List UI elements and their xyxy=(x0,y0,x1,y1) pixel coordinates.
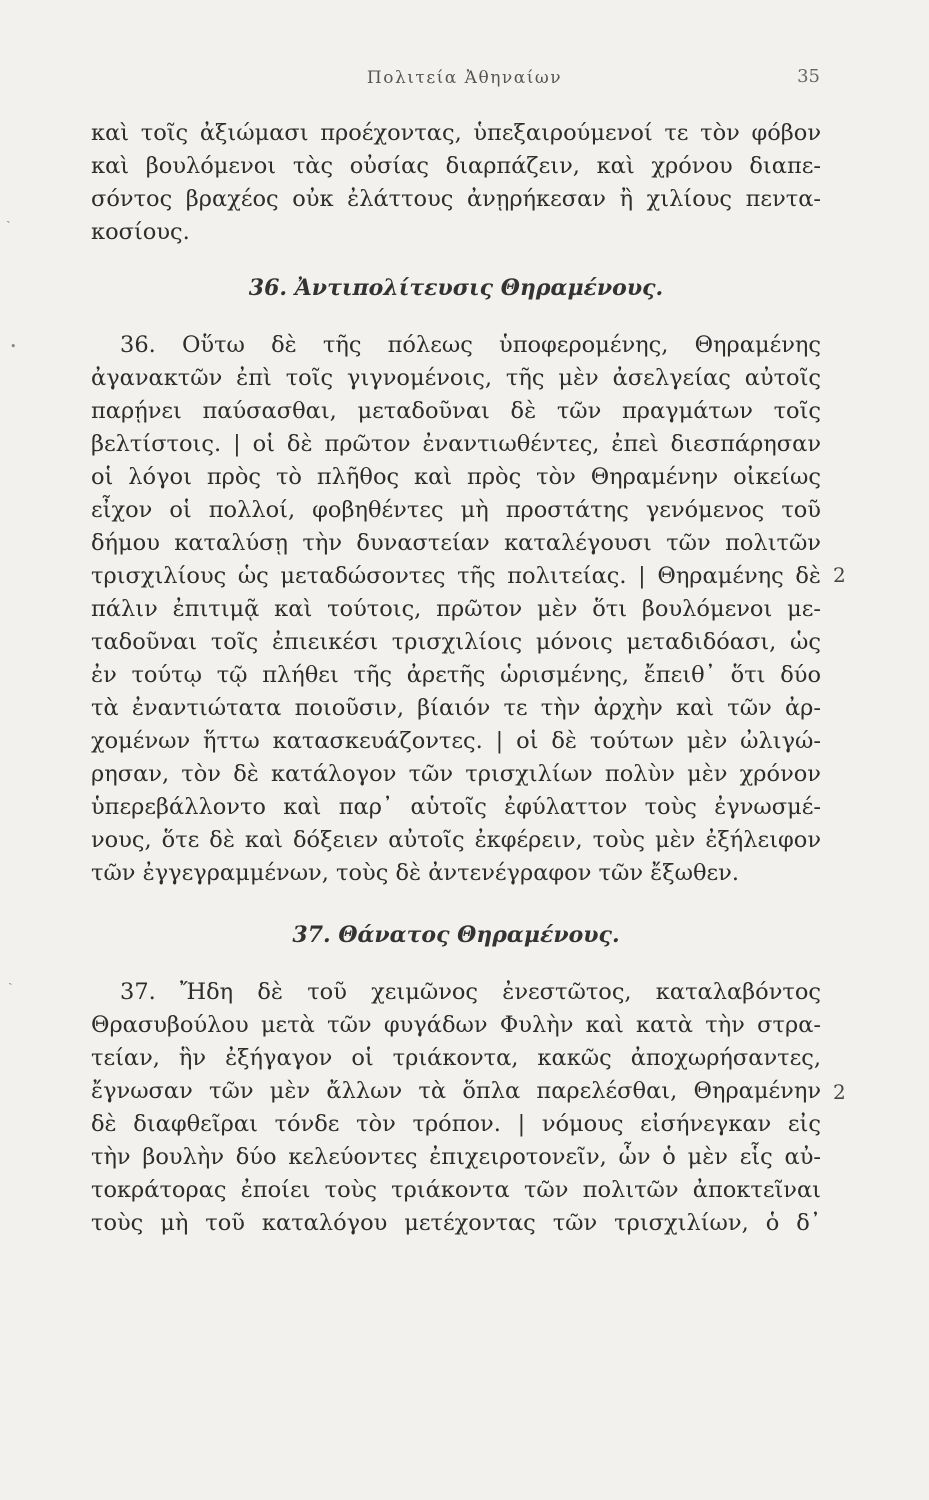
text-line: ταδοῦναι τοῖς ἐπιεικέσι τρισχιλίοις μόνοις μεταδιδόασι, ὡς xyxy=(91,629,821,655)
text-line: χομένων ἥττω κατασκευάζοντες. | οἱ δὲ τούτων μὲν ὠλιγώ- xyxy=(91,728,821,754)
text-line: 36. Οὕτω δὲ τῆς πόλεως ὑποφερομένης, Θηραμένης xyxy=(120,332,821,358)
scan-mark: ˎ xyxy=(8,970,13,986)
text-line: τοκράτορας ἐποίει τοὺς τριάκοντα τῶν πολιτῶν ἀποκτεῖναι xyxy=(91,1177,821,1203)
page-number: 35 xyxy=(797,66,820,87)
text-line: τῶν ἐγγεγραμμένων, τοὺς δὲ ἀντενέγραφον τῶν ἔξωθεν. xyxy=(91,860,740,886)
margin-paragraph-number: 2 xyxy=(833,1080,846,1104)
text-line: πάλιν ἐπιτιμᾷ καὶ τούτοις, πρῶτον μὲν ὅτι βουλόμενοι με- xyxy=(91,596,821,622)
text-line: τρισχιλίους ὡς μεταδώσοντες τῆς πολιτείας. | Θηραμένης δὲ xyxy=(91,563,821,589)
text-line: 37. Ἤδη δὲ τοῦ χειμῶνος ἐνεστῶτος, καταλαβόντος xyxy=(120,979,821,1005)
section-heading-36: 36. Ἀντιπολίτευσις Θηραμένους. xyxy=(248,275,664,301)
text-line: ἐν τούτῳ τῷ πλήθει τῆς ἀρετῆς ὡρισμένης, ἔπειθ᾽ ὅτι δύο xyxy=(91,662,821,688)
text-line: τοὺς μὴ τοῦ καταλόγου μετέχοντας τῶν τρισχιλίων, ὁ δ᾽ xyxy=(91,1210,821,1236)
text-line: καὶ βουλόμενοι τὰς οὐσίας διαρπάζειν, καὶ χρόνου διαπε- xyxy=(91,153,821,179)
text-line: ὑπερεβάλλοντο καὶ παρ᾽ αὑτοῖς ἐφύλαττον τοὺς ἐγνωσμέ- xyxy=(91,794,821,820)
section-heading-37: 37. Θάνατος Θηραμένους. xyxy=(292,922,620,948)
text-line: καὶ τοῖς ἀξιώμασι προέχοντας, ὑπεξαιρούμενοί τε τὸν φόβον xyxy=(91,120,821,146)
margin-paragraph-number: 2 xyxy=(833,563,846,587)
text-line: ἔγνωσαν τῶν μὲν ἄλλων τὰ ὅπλα παρελέσθαι, Θηραμένην xyxy=(91,1078,821,1104)
text-line: νους, ὅτε δὲ καὶ δόξειεν αὐτοῖς ἐκφέρειν, τοὺς μὲν ἐξήλειφον xyxy=(91,827,821,853)
text-line: δὲ διαφθεῖραι τόνδε τὸν τρόπον. | νόμους εἰσήνεγκαν εἰς xyxy=(91,1111,821,1137)
text-line: ἀγανακτῶν ἐπὶ τοῖς γιγνομένοις, τῆς μὲν ἀσελγείας αὐτοῖς xyxy=(91,365,821,391)
text-line: ρησαν, τὸν δὲ κατάλογον τῶν τρισχιλίων πολὺν μὲν χρόνον xyxy=(91,761,821,787)
text-line: τείαν, ἣν ἐξήγαγον οἱ τριάκοντα, κακῶς ἀποχωρήσαντες, xyxy=(91,1045,821,1071)
scan-mark: ˎ xyxy=(6,208,11,224)
text-line: οἱ λόγοι πρὸς τὸ πλῆθος καὶ πρὸς τὸν Θηραμένην οἰκείως xyxy=(91,464,821,490)
text-line: δήμου καταλύσῃ τὴν δυναστείαν καταλέγουσι τῶν πολιτῶν xyxy=(91,530,821,556)
text-line: παρῄνει παύσασθαι, μεταδοῦναι δὲ τῶν πραγμάτων τοῖς xyxy=(91,398,821,424)
scan-mark: • xyxy=(10,340,17,353)
text-line: τὴν βουλὴν δύο κελεύοντες ἐπιχειροτονεῖν, ὧν ὁ μὲν εἷς αὐ- xyxy=(91,1144,821,1170)
text-line: εἶχον οἱ πολλοί, φοβηθέντες μὴ προστάτης γενόμενος τοῦ xyxy=(91,497,821,523)
text-line: κοσίους. xyxy=(91,219,190,245)
running-title: Πολιτεία Ἀθηναίων xyxy=(366,68,563,88)
text-line: βελτίστοις. | οἱ δὲ πρῶτον ἐναντιωθέντες, ἐπεὶ διεσπάρησαν xyxy=(91,431,821,457)
text-line: Θρασυβούλου μετὰ τῶν φυγάδων Φυλὴν καὶ κατὰ τὴν στρα- xyxy=(91,1012,821,1038)
text-line: σόντος βραχέος οὐκ ἐλάττους ἀνῃρήκεσαν ἢ χιλίους πεντα- xyxy=(91,186,821,212)
text-line: τὰ ἐναντιώτατα ποιοῦσιν, βίαιόν τε τὴν ἀρχὴν καὶ τῶν ἀρ- xyxy=(91,695,821,721)
